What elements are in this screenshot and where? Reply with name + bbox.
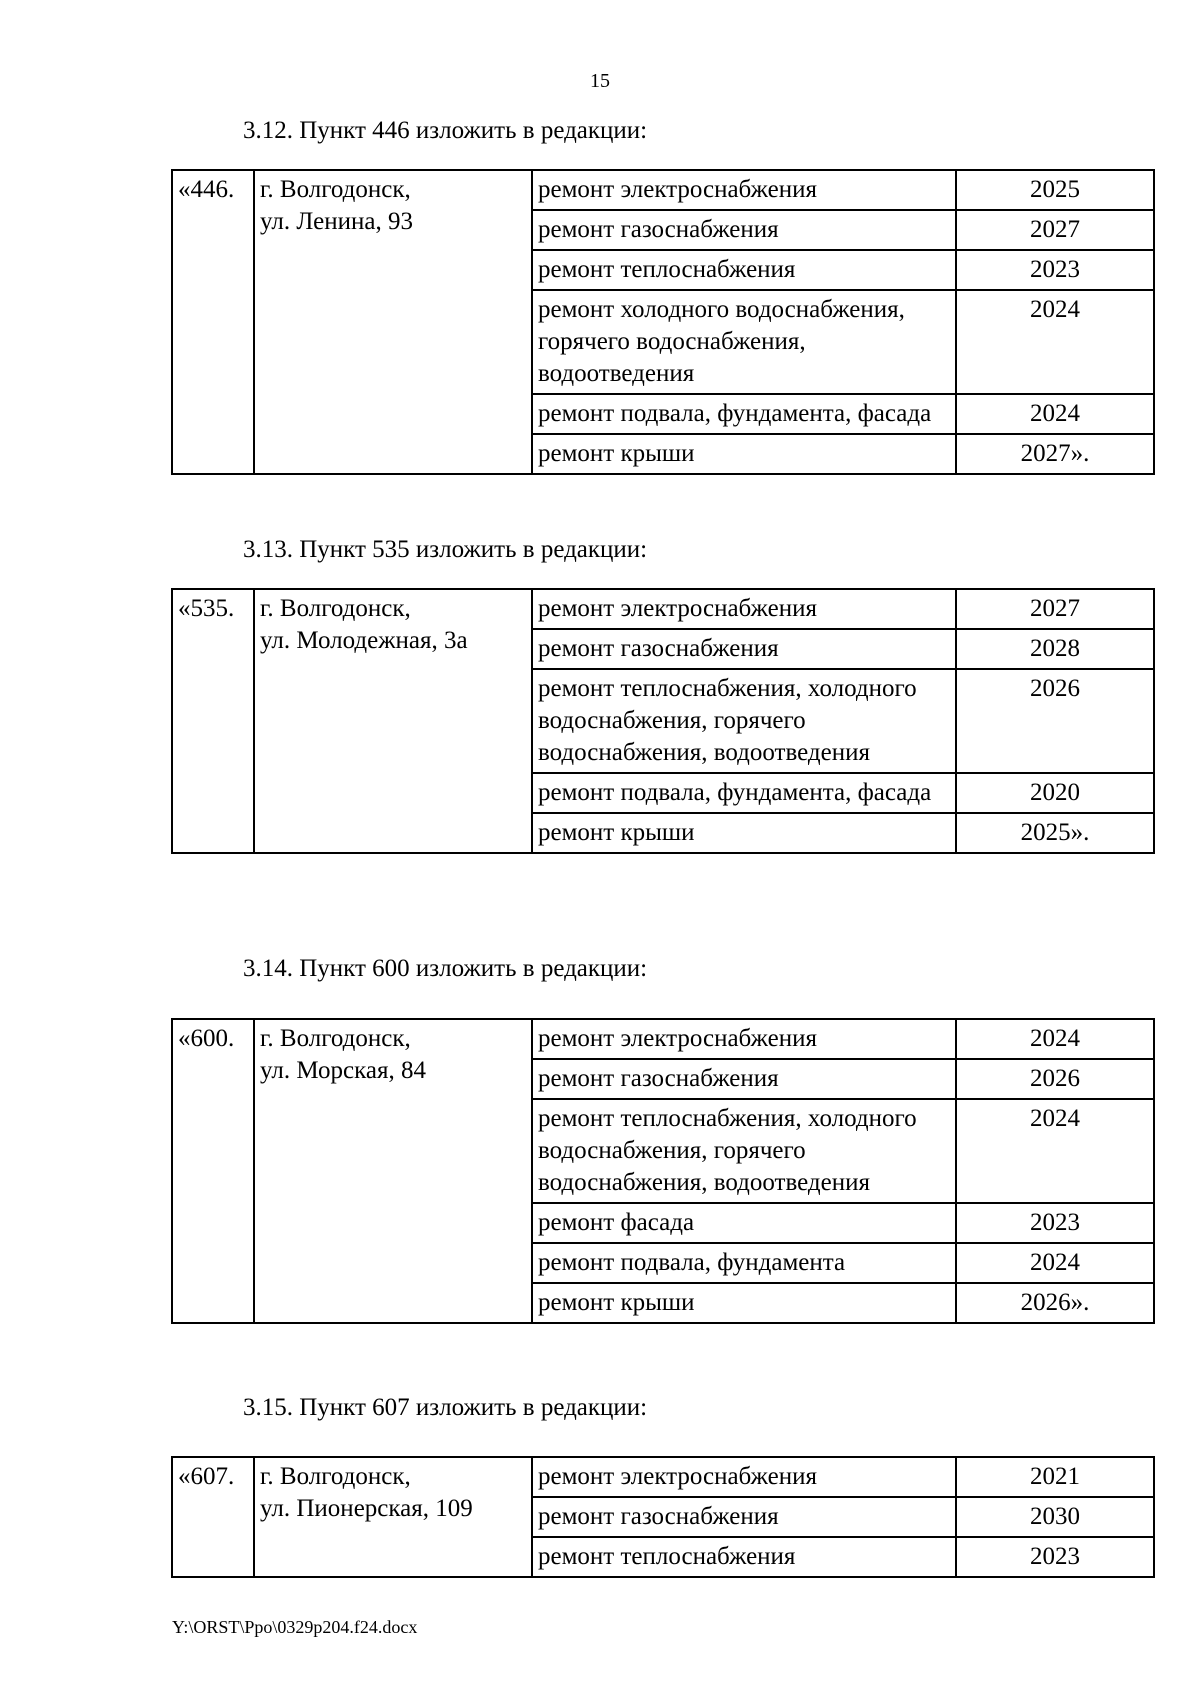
work-year: 2028 bbox=[956, 629, 1154, 669]
work-year: 2027 bbox=[956, 589, 1154, 629]
entry-table-607 bbox=[171, 1456, 1155, 1578]
section-heading: 3.13. Пункт 535 изложить в редакции: bbox=[243, 536, 648, 563]
work-year: 2027». bbox=[956, 434, 1154, 474]
table-row bbox=[172, 170, 1154, 210]
work-year: 2026 bbox=[956, 1059, 1154, 1099]
address-street: ул. Ленина, 93 bbox=[260, 208, 413, 235]
entry-table-535 bbox=[171, 588, 1155, 854]
work-type: ремонт крыши bbox=[532, 1283, 956, 1323]
work-type: ремонт теплоснабжения bbox=[532, 250, 956, 290]
work-year: 2024 bbox=[956, 1019, 1154, 1059]
table-row bbox=[172, 1019, 1154, 1059]
work-year: 2024 bbox=[956, 1099, 1154, 1203]
work-type: ремонт теплоснабжения, холодного водоснабжения, горячего водоснабжения, водоотведения bbox=[532, 669, 956, 773]
work-type: ремонт подвала, фундамента, фасада bbox=[532, 773, 956, 813]
work-year: 2030 bbox=[956, 1497, 1154, 1537]
work-type: ремонт теплоснабжения bbox=[532, 1537, 956, 1577]
entry-number: «607. bbox=[172, 1457, 254, 1577]
address-city: г. Волгодонск, bbox=[260, 1025, 411, 1052]
work-year: 2021 bbox=[956, 1457, 1154, 1497]
work-year: 2023 bbox=[956, 1537, 1154, 1577]
address-street: ул. Морская, 84 bbox=[260, 1057, 426, 1084]
entry-table-600 bbox=[171, 1018, 1155, 1324]
work-type: ремонт подвала, фундамента, фасада bbox=[532, 394, 956, 434]
work-year: 2024 bbox=[956, 1243, 1154, 1283]
address-street: ул. Пионерская, 109 bbox=[260, 1495, 473, 1522]
work-type: ремонт газоснабжения bbox=[532, 1059, 956, 1099]
work-type: ремонт холодного водоснабжения, горячего водоснабжения, водоотведения bbox=[532, 290, 956, 394]
entry-address bbox=[254, 1457, 532, 1577]
work-type: ремонт газоснабжения bbox=[532, 629, 956, 669]
section-heading: 3.14. Пункт 600 изложить в редакции: bbox=[243, 955, 648, 982]
work-type: ремонт газоснабжения bbox=[532, 210, 956, 250]
address-city: г. Волгодонск, bbox=[260, 1463, 411, 1490]
table-row bbox=[172, 589, 1154, 629]
entry-number: «446. bbox=[172, 170, 254, 474]
section-heading: 3.15. Пункт 607 изложить в редакции: bbox=[243, 1394, 648, 1421]
address-city: г. Волгодонск, bbox=[260, 595, 411, 622]
work-type: ремонт крыши bbox=[532, 434, 956, 474]
work-type: ремонт электроснабжения bbox=[532, 1457, 956, 1497]
work-type: ремонт фасада bbox=[532, 1203, 956, 1243]
work-year: 2024 bbox=[956, 290, 1154, 394]
entry-address bbox=[254, 170, 532, 474]
address-city: г. Волгодонск, bbox=[260, 176, 411, 203]
work-type: ремонт электроснабжения bbox=[532, 1019, 956, 1059]
work-year: 2026». bbox=[956, 1283, 1154, 1323]
work-year: 2027 bbox=[956, 210, 1154, 250]
table-row bbox=[172, 1457, 1154, 1497]
entry-number: «600. bbox=[172, 1019, 254, 1323]
work-year: 2023 bbox=[956, 1203, 1154, 1243]
work-year: 2026 bbox=[956, 669, 1154, 773]
address-street: ул. Молодежная, 3а bbox=[260, 627, 468, 654]
entry-address bbox=[254, 1019, 532, 1323]
work-type: ремонт крыши bbox=[532, 813, 956, 853]
entry-address bbox=[254, 589, 532, 853]
work-type: ремонт подвала, фундамента bbox=[532, 1243, 956, 1283]
entry-table-446 bbox=[171, 169, 1155, 475]
work-type: ремонт газоснабжения bbox=[532, 1497, 956, 1537]
work-year: 2020 bbox=[956, 773, 1154, 813]
work-type: ремонт электроснабжения bbox=[532, 589, 956, 629]
entry-number: «535. bbox=[172, 589, 254, 853]
work-year: 2025». bbox=[956, 813, 1154, 853]
work-type: ремонт теплоснабжения, холодного водоснабжения, горячего водоснабжения, водоотведения bbox=[532, 1099, 956, 1203]
work-year: 2023 bbox=[956, 250, 1154, 290]
work-year: 2025 bbox=[956, 170, 1154, 210]
section-heading: 3.12. Пункт 446 изложить в редакции: bbox=[243, 117, 648, 144]
page-number: 15 bbox=[590, 70, 610, 92]
footer-file-path: Y:\ORST\Ppo\0329p204.f24.docx bbox=[172, 1617, 418, 1637]
work-type: ремонт электроснабжения bbox=[532, 170, 956, 210]
work-year: 2024 bbox=[956, 394, 1154, 434]
